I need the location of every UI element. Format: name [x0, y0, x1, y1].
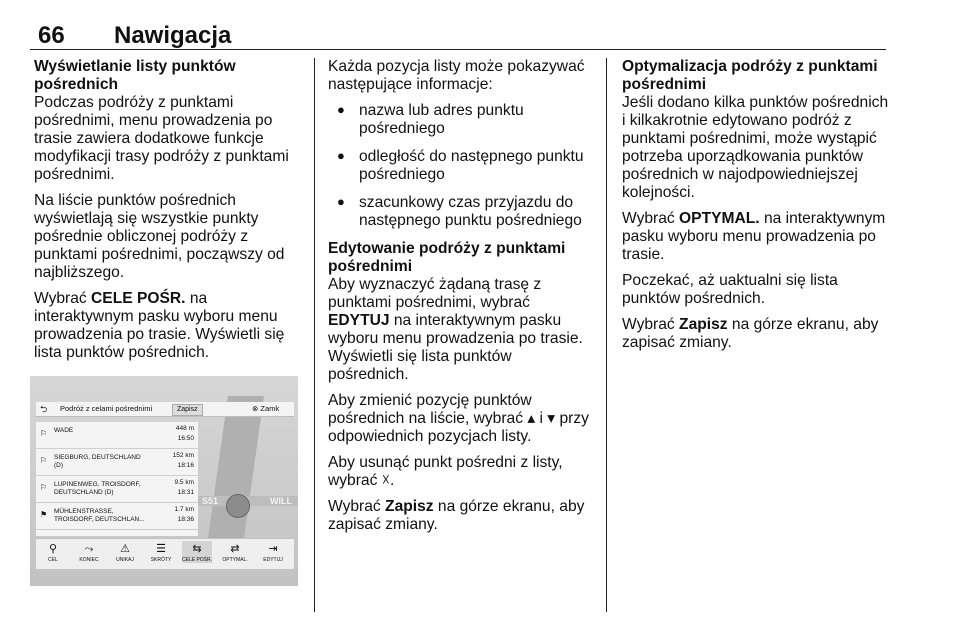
text: na górze ekranu, aby zapisać zmiany.	[328, 498, 585, 533]
toolbar-label: CEL	[48, 557, 58, 563]
screen-title-bar	[36, 402, 294, 417]
waypoint-icon: ⚐	[40, 429, 48, 438]
waypoint-distance: 1.7 km	[174, 506, 194, 513]
menu-term: CELE POŚR.	[91, 290, 186, 307]
back-arrow-icon[interactable]: ⮌	[40, 404, 48, 414]
paragraph: Aby zmienić pozycję punktów pośrednich na liście, wybrać ▴ i ▾ przy odpowiednich pozycjach listy.	[328, 392, 589, 445]
section-heading-optimize-trip: Optymalizacja podróży z punktami pośrednimi	[622, 58, 878, 93]
list-item: ● nazwa lub adres punktu pośredniego	[328, 102, 594, 138]
toolbar-shortcuts[interactable]	[146, 541, 176, 563]
column-1	[34, 58, 302, 370]
waypoint-distance: 448 m	[175, 425, 194, 432]
infotainment-screenshot	[30, 376, 298, 586]
toolbar-end[interactable]	[74, 541, 104, 563]
interaction-selector-bar	[36, 538, 294, 569]
waypoint-name: MÜHLENSTRASSE, TROISDORF, DEUTSCHLAN...	[54, 508, 145, 523]
paragraph	[328, 498, 594, 534]
waypoint-icon: ⚐	[40, 456, 48, 465]
map-label: WILL	[270, 496, 292, 506]
paragraph	[622, 316, 890, 352]
section-heading-display-list: Wyświetlanie listy punktów pośrednich	[34, 58, 236, 93]
toolbar-label: SKRÓTY	[150, 557, 172, 563]
paragraph	[328, 276, 594, 384]
paragraph: Każda pozycja listy może pokazywać następujące informacje:	[328, 58, 585, 93]
list-item: ● odległość do następnego punktu pośredniego	[328, 148, 594, 184]
menu-term: OPTYMAL.	[679, 210, 760, 227]
toolbar-label: UNIKAJ	[116, 557, 134, 563]
text: na interaktywnym pasku wyboru menu prowadzenia po trasie. Wyświetli się lista punktów pośrednich.	[328, 312, 583, 383]
toolbar-waypoints[interactable]	[182, 541, 212, 563]
paragraph: Poczekać, aż uaktualni się lista punktów pośrednich.	[622, 272, 838, 307]
edit-route-icon: ⇥	[268, 543, 278, 555]
close-button[interactable]	[252, 402, 279, 416]
destination-flag-icon: ⚑	[40, 510, 48, 519]
route-end-icon: ⤳	[84, 543, 94, 555]
waypoint-name: WADE	[54, 427, 74, 434]
list-icon: ☰	[156, 543, 166, 555]
waypoint-row[interactable]	[36, 476, 198, 503]
toolbar-label: KONIEC	[79, 557, 99, 563]
toolbar-label: EDYTUJ	[263, 557, 283, 563]
menu-term: EDYTUJ	[328, 312, 390, 329]
page-number: 66	[38, 22, 65, 49]
warning-icon: ⚠	[120, 543, 130, 555]
vehicle-position-icon	[226, 494, 250, 518]
toolbar-edit[interactable]	[258, 541, 288, 563]
column-divider-2	[606, 58, 607, 612]
waypoint-name: SIEGBURG, DEUTSCHLAND (D)	[54, 454, 141, 469]
toolbar-avoid[interactable]	[110, 541, 140, 563]
section-heading-edit-trip: Edytowanie podróży z punktami pośrednimi	[328, 240, 566, 275]
menu-term: Zapisz	[385, 498, 434, 515]
toolbar-label: OPTYMAL.	[222, 557, 248, 563]
waypoint-distance: 152 km	[172, 452, 194, 459]
text: na interaktywnym pasku wyboru menu prowadzenia po trasie.	[622, 210, 886, 263]
toolbar-optimize[interactable]	[220, 541, 250, 563]
close-icon: ⊗	[252, 404, 259, 413]
text: na górze ekranu, aby zapisać zmiany.	[622, 316, 879, 351]
paragraph: Podczas podróży z punktami pośrednimi, menu prowadzenia po trasie zawiera dodatkowe funkcje modyfikacji trasy podróży z punktami pośrednimi.	[34, 94, 289, 183]
waypoint-distance: 9.5 km	[174, 479, 194, 486]
list-item: ● szacunkowy czas przyjazdu do następnego punktu pośredniego	[328, 194, 594, 230]
header-rule	[30, 49, 886, 50]
menu-term: Zapisz	[679, 316, 728, 333]
column-divider-1	[314, 58, 315, 612]
waypoint-time: 16:50	[177, 435, 194, 442]
waypoint-time: 18:31	[177, 489, 194, 496]
waypoint-list	[36, 422, 198, 536]
paragraph: Na liście punktów pośrednich wyświetlają się wszystkie punkty pośrednie obliczonej podróży z punktami pośrednimi, począwszy od najbliższego.	[34, 192, 285, 281]
waypoint-time: 18:16	[177, 462, 194, 469]
waypoint-row[interactable]	[36, 422, 198, 449]
waypoint-row[interactable]	[36, 449, 198, 476]
search-icon: ⚲	[48, 543, 58, 555]
text: Wybrać	[622, 210, 680, 227]
toolbar-label: CELE POŚR.	[182, 557, 213, 563]
screen-title: Podróż z celami pośrednimi	[60, 404, 153, 413]
paragraph	[34, 290, 302, 362]
close-label: Zamk	[260, 404, 280, 413]
optimize-icon: ⇄	[230, 543, 240, 555]
text: na interaktywnym pasku wyboru menu prowadzenia po trasie. Wyświetli się lista punktów pośrednich.	[34, 290, 285, 361]
waypoint-name: LUPINENWEG, TROISDORF, DEUTSCHLAND (D)	[54, 481, 141, 496]
paragraph: Aby usunąć punkt pośredni z listy, wybrać ☓.	[328, 454, 563, 489]
waypoints-icon: ⇆	[192, 543, 202, 555]
waypoint-icon: ⚐	[40, 483, 48, 492]
column-2	[328, 58, 594, 542]
info-list	[328, 102, 594, 230]
paragraph: Jeśli dodano kilka punktów pośrednich i kilkakrotnie edytowano podróż z punktami pośrednimi, może wystąpić potrzeba uporządkowania punktów pośrednich w najodpowiedniejszej kolejności.	[622, 94, 889, 201]
page-header	[30, 22, 886, 52]
paragraph	[622, 210, 890, 264]
text: Aby wyznaczyć żądaną trasę z punktami pośrednimi, wybrać	[328, 276, 542, 311]
column-3	[622, 58, 890, 360]
text: Wybrać	[34, 290, 92, 307]
map-label: S51	[202, 496, 219, 506]
waypoint-time: 18:36	[177, 516, 194, 523]
text: Wybrać	[328, 498, 386, 515]
toolbar-destination[interactable]	[38, 541, 68, 563]
page-title: Nawigacja	[114, 22, 232, 49]
waypoint-row[interactable]	[36, 503, 198, 530]
save-button[interactable]: Zapisz	[172, 404, 203, 416]
text: Wybrać	[622, 316, 680, 333]
